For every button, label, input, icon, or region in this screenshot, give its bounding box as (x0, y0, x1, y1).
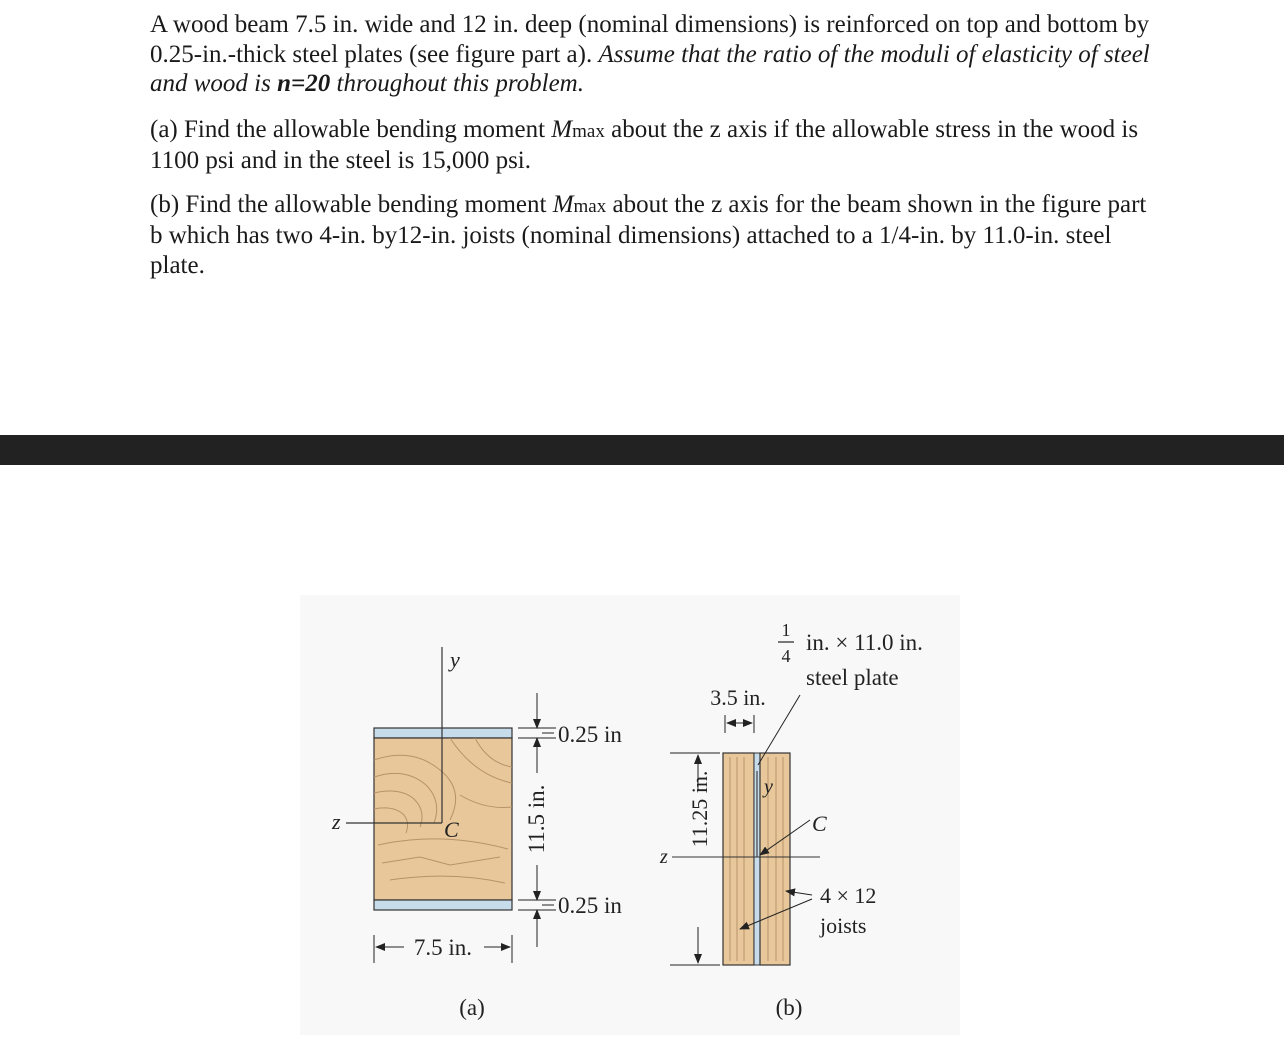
top-plate-dim-label: 0.25 in (558, 722, 622, 747)
figure-a-caption: (a) (459, 995, 485, 1020)
centroid-label-b: C (812, 811, 827, 836)
divider-bar (0, 435, 1284, 465)
joists-label-line1: 4 × 12 (820, 883, 877, 908)
problem-statement (150, 10, 1150, 294)
problem-intro: A wood beam 7.5 in. wide and 12 in. deep (nominal dimensions) is reinforced on top and bottom by 0.25-in.-thick steel plates (see figure part a). Assume that the ratio of the moduli of elasticity of steel and wood is n=20 throughout this problem. (150, 11, 1150, 97)
bottom-steel-plate (374, 900, 512, 910)
part-a-question: (a) Find the allowable bending moment Mmax about the z axis if the allowable stress in the wood is 1100 psi and in the steel is 15,000 psi. (150, 115, 1139, 174)
width-dim-label-b: 3.5 in. (710, 685, 766, 710)
left-joist (723, 753, 754, 965)
joists-label-line2: joists (820, 913, 867, 938)
beam-figure (300, 595, 960, 1035)
depth-dim-label-b: 11.25 in. (687, 770, 712, 848)
plate-label-line2: steel plate (806, 665, 899, 690)
part-b-question: (b) Find the allowable bending moment Mmax about the z axis for the beam shown in the figure part b which has two 4-in. by12-in. joists (nominal dimensions) attached to a 1/4-in. by 11.0-in. steel plate. (150, 190, 1147, 279)
y-axis-label-a: y (450, 647, 460, 672)
fraction-numerator: 1 (781, 620, 791, 640)
plate-label-line1: in. × 11.0 in. (806, 630, 923, 655)
fraction-denominator: 4 (781, 646, 791, 666)
bottom-plate-dim-label: 0.25 in (558, 893, 622, 918)
depth-dim-label-a: 11.5 in. (524, 784, 549, 854)
figure-b-caption: (b) (775, 995, 803, 1020)
beam-figure-svg (300, 595, 960, 1035)
z-axis-label-a: z (332, 809, 341, 834)
centroid-label-a: C (444, 817, 459, 842)
top-steel-plate (374, 728, 512, 738)
z-axis-label-b: z (660, 846, 668, 868)
y-axis-label-b: y (764, 776, 773, 798)
width-dim-label-a: 7.5 in. (413, 935, 473, 960)
